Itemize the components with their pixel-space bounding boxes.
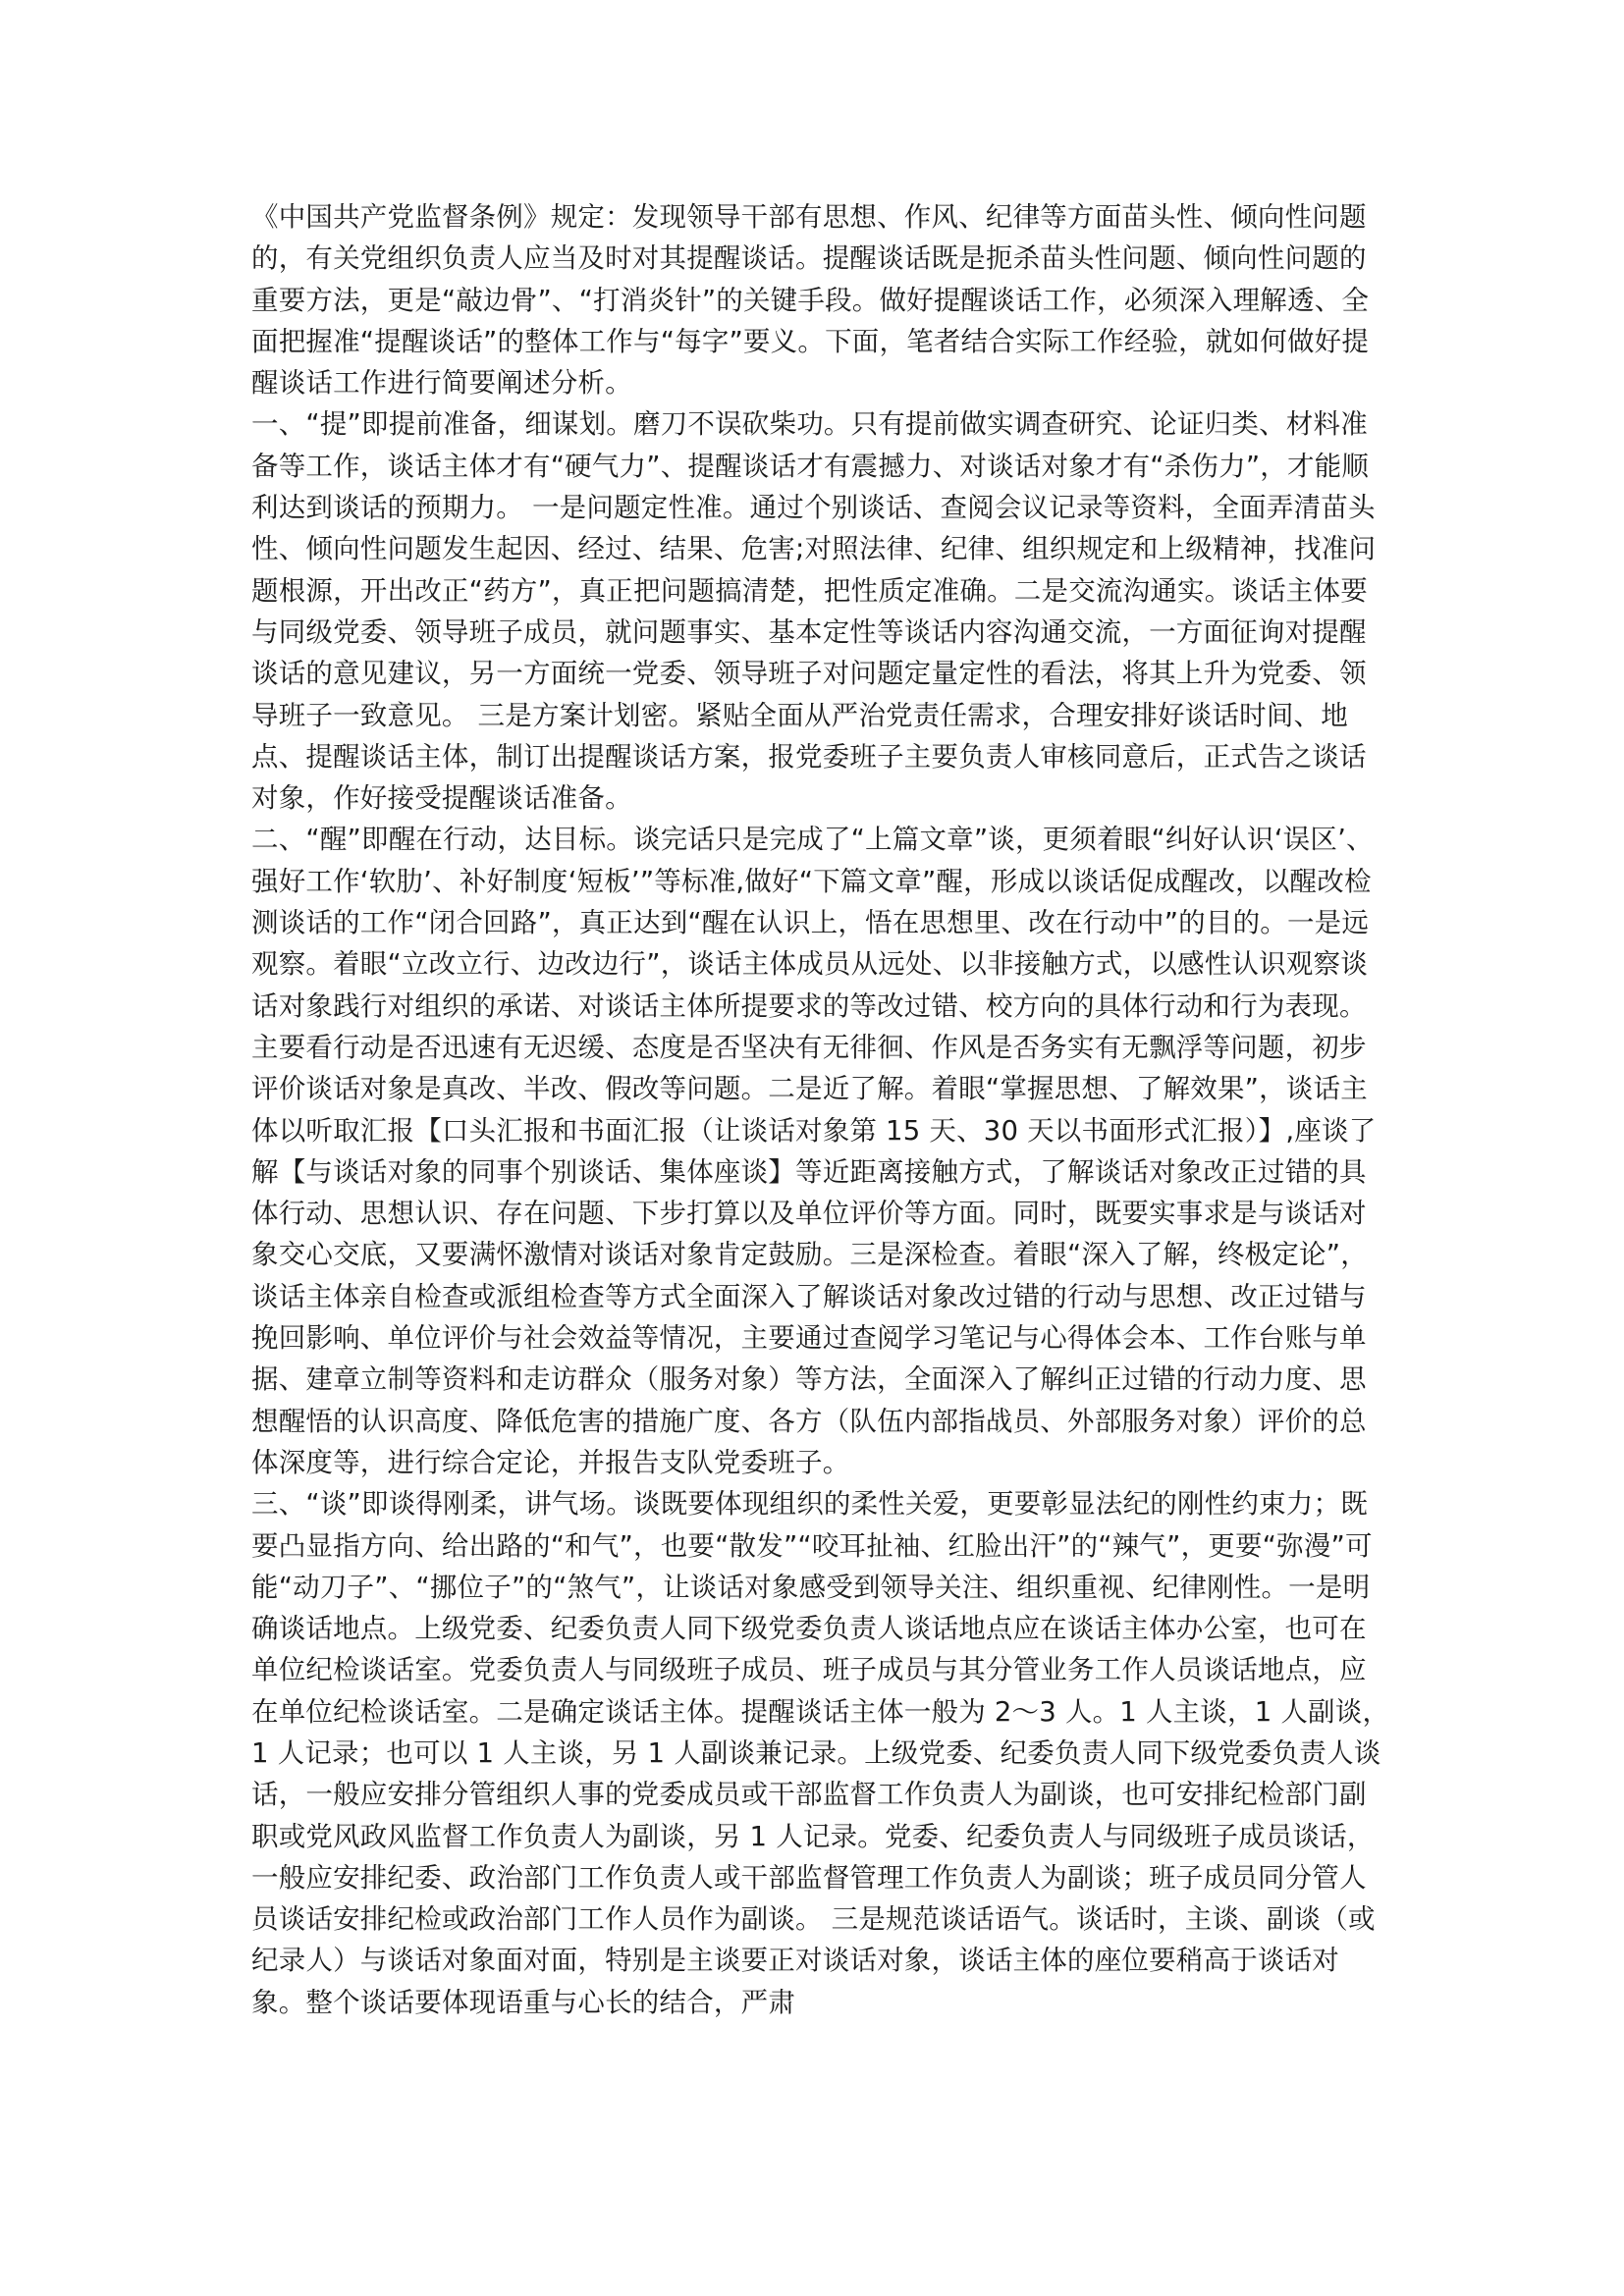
paragraph-intro: 《中国共产党监督条例》规定：发现领导干部有思想、作风、纪律等方面苗头性、倾向性问题的，有关党组织负责人应当及时对其提醒谈话。提醒谈话既是扼杀苗头性问题、倾向性问题的重要方法，更是“敲边骨”、“打消炎针”的关键手段。做好提醒谈话工作，必须深入理解透、全面把握准“提醒谈话”的整体工作与“每字”要义。下面，笔者结合实际工作经验，就如何做好提醒谈话工作进行简要阐述分析。 <box>251 201 1370 400</box>
paragraph-section-1: 一、“提”即提前准备，细谋划。磨刀不误砍柴功。只有提前做实调查研究、论证归类、材料准备等工作，谈话主体才有“硬气力”、提醒谈话才有震撼力、对谈话对象才有“杀伤力”，才能顺利达到谈话的预期力。 一是问题定性准。通过个别谈话、查阅会议记录等资料，全面弄清苗头性、倾向性问题发生起因、经过、结果、危害;对照法律、纪律、组织规定和上级精神，找准问题根源，开出改正“药方”，真正把问题搞清楚，把性质定准确。二是交流沟通实。谈话主体要与同级党委、领导班子成员，就问题事实、基本定性等谈话内容沟通交流，一方面征询对提醒谈话的意见建议，另一方面统一党委、领导班子对问题定量定性的看法，将其上升为党委、领导班子一致意见。 三是方案计划密。紧贴全面从严治党责任需求，合理安排好谈话时间、地点、提醒谈话主体，制订出提醒谈话方案，报党委班子主要负责人审核同意后，正式告之谈话对象，作好接受提醒谈话准备。 <box>251 408 1377 815</box>
paragraph-section-3: 三、“谈”即谈得刚柔，讲气场。谈既要体现组织的柔性关爱，更要彰显法纪的刚性约束力；既要凸显指方向、给出路的“和气”，也要“散发”“咬耳扯袖、红脸出汗”的“辣气”，更要“弥漫”可能“动刀子”、“挪位子”的“煞气”，让谈话对象感受到领导关注、组织重视、纪律刚性。一是明确谈话地点。上级党委、纪委负责人同下级党委负责人谈话地点应在谈话主体办公室，也可在单位纪检谈话室。党委负责人与同级班子成员、班子成员与其分管业务工作人员谈话地点，应在单位纪检谈话室。二是确定谈话主体。提醒谈话主体一般为 2～3 人。1 人主谈，1 人副谈，1 人记录；也可以 1 人主谈，另 1 人副谈兼记录。上级党委、纪委负责人同下级党委负责人谈话，一般应安排分管组织人事的党委成员或干部监督工作负责人为副谈，也可安排纪检部门副职或党风政风监督工作负责人为副谈，另 1 人记录。党委、纪委负责人与同级班子成员谈话，一般应安排纪委、政治部门工作负责人或干部监督管理工作负责人为副谈；班子成员同分管人员谈话安排纪检或政治部门工作人员作为副谈。 三是规范谈话语气。谈话时，主谈、副谈（或纪录人）与谈话对象面对面，特别是主谈要正对谈话对象，谈话主体的座位要稍高于谈话对象。整个谈话要体现语重与心长的结合，严肃 <box>251 1488 1390 2018</box>
paragraph-section-2: 二、“醒”即醒在行动，达目标。谈完话只是完成了“上篇文章”谈，更须着眼“纠好认识‘误区’、强好工作‘软肋’、补好制度‘短板’”等标准,做好“下篇文章”醒，形成以谈话促成醒改，以醒改检测谈话的工作“闭合回路”，真正达到“醒在认识上，悟在思想里、改在行动中”的目的。一是远观察。着眼“立改立行、边改边行”，谈话主体成员从远处、以非接触方式，以感性认识观察谈话对象践行对组织的承诺、对谈话主体所提要求的等改过错、校方向的具体行动和行为表现。主要看行动是否迅速有无迟缓、态度是否坚决有无徘徊、作风是否务实有无飘浮等问题，初步评价谈话对象是真改、半改、假改等问题。二是近了解。着眼“掌握思想、了解效果”，谈话主体以听取汇报【口头汇报和书面汇报（让谈话对象第 15 天、30 天以书面形式汇报）】,座谈了解【与谈话对象的同事个别谈话、集体座谈】等近距离接触方式，了解谈话对象改正过错的具体行动、思想认识、存在问题、下步打算以及单位评价等方面。同时，既要实事求是与谈话对象交心交底，又要满怀激情对谈话对象肯定鼓励。三是深检查。着眼“深入了解，终极定论”，谈话主体亲自检查或派组检查等方式全面深入了解谈话对象改过错的行动与思想、改正过错与挽回影响、单位评价与社会效益等情况，主要通过查阅学习笔记与心得体会本、工作台账与单据、建章立制等资料和走访群众（服务对象）等方法，全面深入了解纠正过错的行动力度、思想醒悟的认识高度、降低危害的措施广度、各方（队伍内部指战员、外部服务对象）评价的总体深度等，进行综合定论，并报告支队党委班子。 <box>251 824 1377 1478</box>
document-body <box>251 196 1390 2023</box>
